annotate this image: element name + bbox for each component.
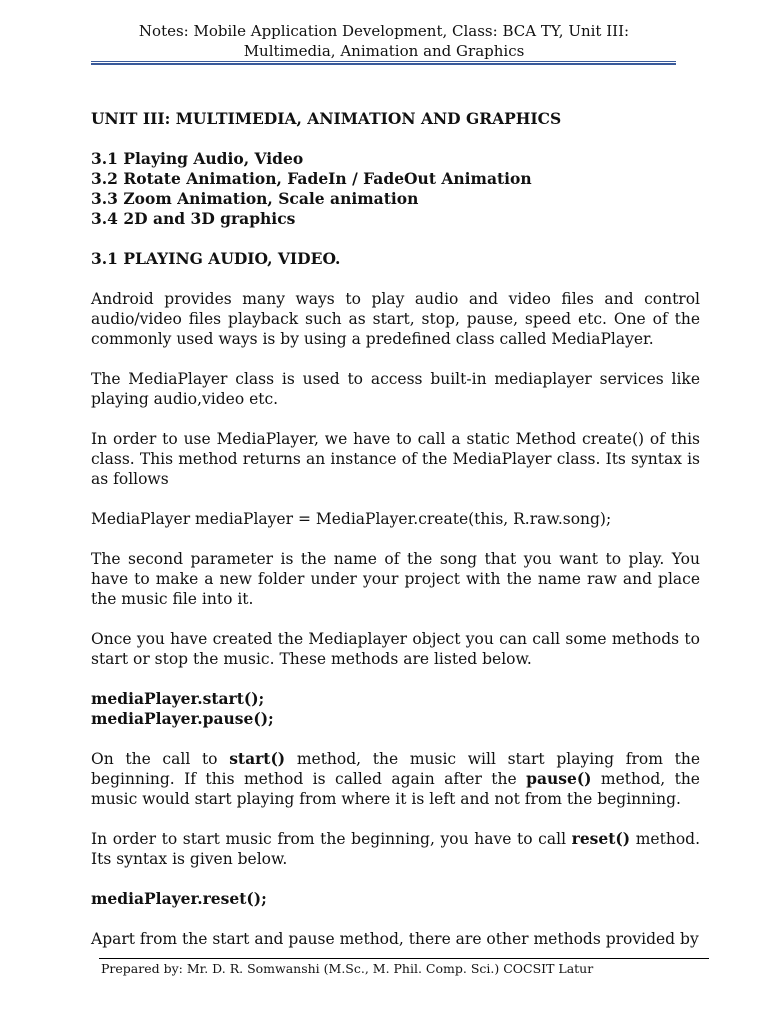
paragraph-reset: In order to start music from the beginning, you have to call reset() method. Its syntax is given below. [91, 829, 700, 868]
paragraph-start-pause: On the call to start() method, the music will start playing from the beginning. If this method is called again after the pause() method, the music would start playing from where it is left and not from the beginning. [91, 749, 700, 808]
unit-title: UNIT III: MULTIMEDIA, ANIMATION AND GRAPHICS [91, 109, 562, 128]
page-footer: Prepared by: Mr. D. R. Somwanshi (M.Sc., M. Phil. Comp. Sci.) COCSIT Latur [101, 961, 594, 976]
toc-item-3-1: 3.1 Playing Audio, Video [91, 149, 304, 168]
paragraph-other-methods: Apart from the start and pause method, there are other methods provided by [91, 930, 699, 948]
code-pause: mediaPlayer.pause(); [91, 709, 274, 728]
header-rule-thick [91, 63, 676, 65]
paragraph-mediaplayer-class: The MediaPlayer class is used to access built-in mediaplayer services like playing audio,video etc. [91, 370, 700, 408]
toc-item-3-4: 3.4 2D and 3D graphics [91, 209, 296, 228]
toc-item-3-3: 3.3 Zoom Animation, Scale animation [91, 189, 419, 208]
code-create: MediaPlayer mediaPlayer = MediaPlayer.create(this, R.raw.song); [91, 510, 612, 528]
toc-item-3-2: 3.2 Rotate Animation, FadeIn / FadeOut Animation [91, 169, 532, 188]
header-rule-thin [91, 61, 676, 62]
header-line-2: Multimedia, Animation and Graphics [243, 42, 525, 60]
paragraph-intro: Android provides many ways to play audio and video files and control audio/video files playback such as start, stop, pause, speed etc. One of the commonly used ways is by using a predefined class called MediaPlayer. [91, 290, 700, 348]
paragraph-methods-intro: Once you have created the Mediaplayer object you can call some methods to start or stop the music. These methods are listed below. [91, 630, 700, 668]
header-line-1: Notes: Mobile Application Development, Class: BCA TY, Unit III: [138, 22, 630, 40]
footer-rule [99, 958, 709, 959]
paragraph-create-method: In order to use MediaPlayer, we have to call a static Method create() of this class. This method returns an instance of the MediaPlayer class. Its syntax is as follows [91, 430, 700, 488]
paragraph-second-parameter: The second parameter is the name of the song that you want to play. You have to make a new folder under your project with the name raw and place the music file into it. [91, 550, 700, 608]
page-header [0, 21, 768, 61]
code-reset: mediaPlayer.reset(); [91, 889, 267, 908]
section-heading: 3.1 PLAYING AUDIO, VIDEO. [91, 249, 341, 268]
document-body [91, 109, 700, 949]
code-start: mediaPlayer.start(); [91, 689, 265, 708]
